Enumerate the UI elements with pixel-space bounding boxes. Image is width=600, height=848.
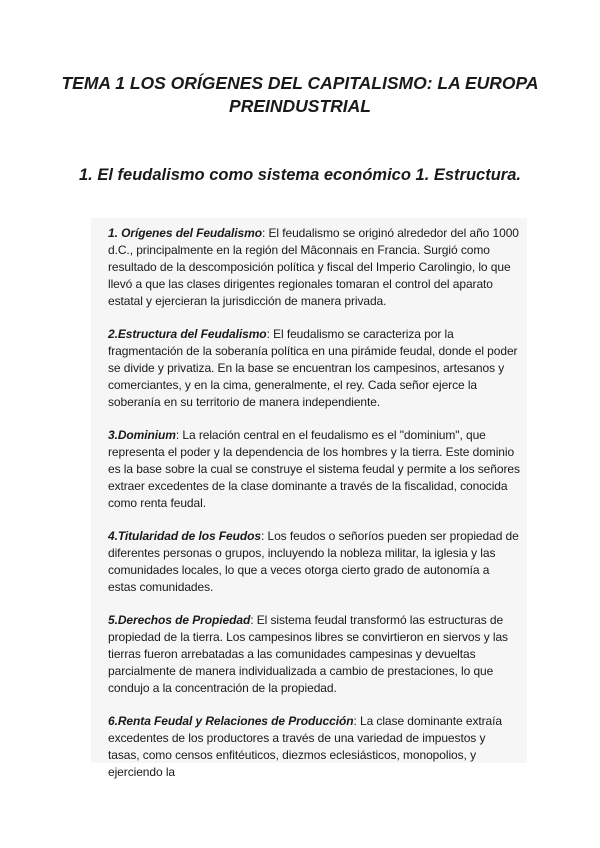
paragraph-lead: 4.Titularidad de los Feudos [108, 529, 261, 543]
paragraph-text: : La relación central en el feudalismo es el "dominium", que representa el poder y la dependencia de los hombres y la tierra. Este dominio es la base sobre la cual se construye el sistema feudal y permite a los señores extraer excedentes de la clase dominante a través de la fiscalidad, conocida como renta feudal. [108, 428, 520, 510]
paragraph-lead: 6.Renta Feudal y Relaciones de Producción [108, 714, 354, 728]
paragraph-renta-feudal [108, 713, 520, 781]
content-body [108, 225, 520, 797]
content-box [91, 218, 527, 779]
paragraph-text: : La clase dominante extraía excedentes de los productores a través de una variedad de impuestos y tasas, como censos enfitéuticos, diezmos eclesiásticos, monopolios, y ejerciendo la [108, 714, 502, 779]
paragraph-lead: 5.Derechos de Propiedad [108, 613, 251, 627]
paragraph-text: : Los feudos o señoríos pueden ser propiedad de diferentes personas o grupos, incluyendo la nobleza militar, la iglesia y las comunidades locales, lo que a veces otorga cierto grado de autonomía a estas comunidades. [108, 529, 519, 594]
section-heading: 1. El feudalismo como sistema económico 1. Estructura. [79, 166, 521, 184]
paragraph-dominium [108, 427, 520, 512]
paragraph-titularidad [108, 528, 520, 596]
paragraph-text: : El feudalismo se originó alrededor del año 1000 d.C., principalmente en la región del Mâconnais en Francia. Surgió como resultado de la descomposición política y fiscal del Imperio Carolingio, lo que llevó a que las clases dirigentes regionales tomaran el control del aparato estatal y ejercieran la jurisdicción de manera privada. [108, 226, 519, 308]
paragraph-lead: 2.Estructura del Feudalismo [108, 327, 267, 341]
paragraph-origenes [108, 225, 520, 310]
paragraph-lead: 1. Orígenes del Feudalismo [108, 226, 262, 240]
paragraph-estructura [108, 326, 520, 411]
paragraph-text: : El feudalismo se caracteriza por la fragmentación de la soberanía política en una pirámide feudal, donde el poder se divide y privatiza. En la base se encuentran los campesinos, artesanos y comerciantes, y en la cima, generalmente, el rey. Cada señor ejerce la soberanía en su territorio de manera independiente. [108, 327, 518, 409]
document-title: TEMA 1 LOS ORÍGENES DEL CAPITALISMO: LA EUROPA PREINDUSTRIAL [61, 73, 539, 116]
paragraph-text: : El sistema feudal transformó las estructuras de propiedad de la tierra. Los campesinos libres se convirtieron en siervos y las tierras fueron arrebatadas a las comunidades campesinas y devueltas parcialmente de manera individualizada a cambio de prestaciones, lo que condujo a la concentración de la propiedad. [108, 613, 508, 695]
paragraph-derechos [108, 612, 520, 697]
paragraph-lead: 3.Dominium [108, 428, 176, 442]
